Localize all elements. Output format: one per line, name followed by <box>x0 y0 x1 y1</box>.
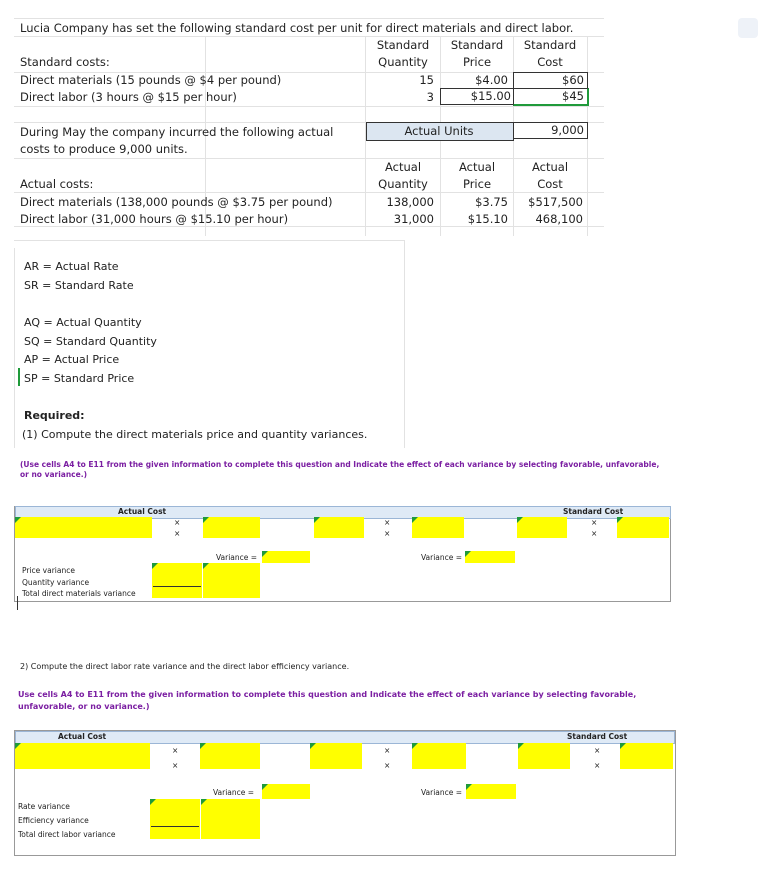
mat-sq-input[interactable] <box>517 517 567 538</box>
std-qty-header-2: Quantity <box>378 55 428 69</box>
lab-standard-cost-label: Standard Cost <box>567 732 628 741</box>
rate-variance-label: Rate variance <box>18 802 70 811</box>
lab-variance-effects[interactable] <box>201 799 260 839</box>
act-labor-qty[interactable]: 31,000 <box>393 212 434 226</box>
std-qty-header-1: Standard <box>376 38 430 52</box>
mat-variance-amounts[interactable] <box>152 563 202 598</box>
mat-quantity-variance-input[interactable] <box>465 551 515 563</box>
mat-ap-input[interactable] <box>203 517 260 538</box>
lab-ar-input[interactable] <box>200 743 260 769</box>
lab-sr-input[interactable] <box>412 743 466 769</box>
may-text-1: During May the company incurred the following actual <box>20 125 334 139</box>
std-labor-qty[interactable]: 3 <box>426 90 434 104</box>
lab-x-3: × <box>384 746 391 755</box>
mat-aq2-input[interactable] <box>314 517 364 538</box>
act-row-materials-label: Direct materials (138,000 pounds @ $3.75 per pound) <box>20 195 333 209</box>
legend-sr: SR = Standard Rate <box>24 279 134 292</box>
act-cost-header-1: Actual <box>531 160 569 174</box>
lab-variance-amounts[interactable] <box>150 799 200 839</box>
requirement-2: 2) Compute the direct labor rate variance and the direct labor efficiency variance. <box>20 662 350 671</box>
total-materials-variance-label: Total direct materials variance <box>22 589 136 598</box>
mat-x-6: × <box>591 529 598 538</box>
std-row-materials-label: Direct materials (15 pounds @ $4 per pound) <box>20 73 282 87</box>
act-labor-price[interactable]: $15.10 <box>467 212 508 226</box>
mat-variance-label-1: Variance = <box>216 553 258 562</box>
lab-efficiency-variance-input[interactable] <box>466 784 516 799</box>
act-price-header-1: Actual <box>458 160 496 174</box>
mat-price-variance-input[interactable] <box>262 551 310 563</box>
mat-x-5: × <box>591 518 598 527</box>
instruction-2: Use cells A4 to E11 from the given information to complete this question and Indicate the effect of each variance by selecting favorable, unfavorable, or no variance.) <box>18 690 637 711</box>
act-qty-header-1: Actual <box>384 160 422 174</box>
act-materials-cost[interactable]: $517,500 <box>528 195 583 209</box>
lab-x-4: × <box>384 761 391 770</box>
std-cost-header-2: Cost <box>537 55 563 69</box>
act-labor-cost[interactable]: 468,100 <box>535 212 583 226</box>
corner-icon <box>738 18 758 38</box>
mat-x-2: × <box>174 529 181 538</box>
lab-variance-label-1: Variance = <box>213 788 255 797</box>
actual-costs-label: Actual costs: <box>20 177 94 191</box>
lab-x-1: × <box>172 746 179 755</box>
actual-units-label: Actual Units <box>404 124 474 138</box>
mat-aq-input[interactable] <box>15 517 152 538</box>
std-materials-cost[interactable]: $60 <box>513 72 588 89</box>
actual-units-value[interactable]: 9,000 <box>513 122 588 139</box>
legend-ar: AR = Actual Rate <box>24 260 119 273</box>
act-materials-price[interactable]: $3.75 <box>475 195 508 209</box>
lab-ah-input[interactable] <box>15 743 150 769</box>
legend-ap: AP = Actual Price <box>24 353 120 366</box>
mat-variance-effects[interactable] <box>203 563 260 598</box>
mat-sp2-input[interactable] <box>617 517 669 538</box>
std-cost-header-1: Standard <box>523 38 577 52</box>
lab-rate-variance-input[interactable] <box>262 784 310 799</box>
instruction-1: (Use cells A4 to E11 from the given information to complete this question and Indicate the effect of each variance by selecting favorable, unfavorable, or no variance.) <box>20 460 660 479</box>
mat-x-1: × <box>174 518 181 527</box>
act-cost-header-2: Cost <box>537 177 563 191</box>
may-text-2: costs to produce 9,000 units. <box>20 142 188 156</box>
quantity-variance-label: Quantity variance <box>22 578 90 587</box>
std-row-labor-label: Direct labor (3 hours @ $15 per hour) <box>20 90 237 104</box>
legend-sp: SP = Standard Price <box>24 372 135 385</box>
std-materials-qty[interactable]: 15 <box>419 73 434 87</box>
mat-sp-input[interactable] <box>412 517 464 538</box>
act-price-header-2: Price <box>462 177 492 191</box>
total-labor-variance-label: Total direct labor variance <box>18 830 116 839</box>
standard-costs-label: Standard costs: <box>20 55 110 69</box>
intro-text: Lucia Company has set the following standard cost per unit for direct materials and direct labor. <box>20 21 574 35</box>
lab-variance-label-2: Variance = <box>421 788 463 797</box>
act-qty-header-2: Quantity <box>378 177 428 191</box>
price-variance-label: Price variance <box>22 566 75 575</box>
mat-variance-label-2: Variance = <box>421 553 463 562</box>
lab-x-6: × <box>594 761 601 770</box>
mat-actual-cost-label: Actual Cost <box>118 507 167 516</box>
lab-sr2-input[interactable] <box>620 743 673 769</box>
std-price-header-2: Price <box>462 55 492 69</box>
lab-ah2-input[interactable] <box>310 743 362 769</box>
legend-sq: SQ = Standard Quantity <box>24 335 157 348</box>
required-title: Required: <box>24 409 85 422</box>
legend-aq: AQ = Actual Quantity <box>24 316 142 329</box>
mat-x-4: × <box>384 529 391 538</box>
mat-standard-cost-label: Standard Cost <box>563 507 624 516</box>
lab-x-5: × <box>594 746 601 755</box>
lab-x-2: × <box>172 761 179 770</box>
efficiency-variance-label: Efficiency variance <box>18 816 89 825</box>
lab-sh-input[interactable] <box>518 743 570 769</box>
requirement-1: (1) Compute the direct materials price and quantity variances. <box>22 428 368 441</box>
act-row-labor-label: Direct labor (31,000 hours @ $15.10 per hour) <box>20 212 289 226</box>
lab-actual-cost-label: Actual Cost <box>58 732 107 741</box>
mat-x-3: × <box>384 518 391 527</box>
act-materials-qty[interactable]: 138,000 <box>386 195 434 209</box>
std-labor-cost[interactable]: $45 <box>513 88 589 106</box>
std-labor-price[interactable]: $15.00 <box>440 88 515 105</box>
std-price-header-1: Standard <box>450 38 504 52</box>
std-materials-price[interactable]: $4.00 <box>475 73 508 87</box>
